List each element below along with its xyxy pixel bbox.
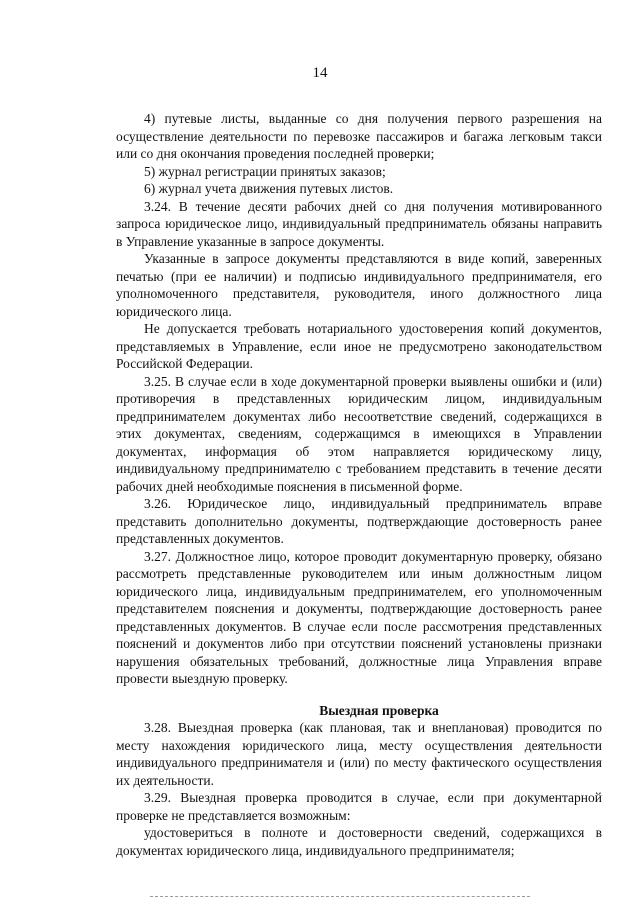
paragraph-3-25: 3.25. В случае если в ходе документарной проверки выявлены ошибки и (или) противоречия в представленных юридическим лицом, индивидуальным предпринимателем документах либо несоответствие сведений, содержащихся в этих документах, сведениям, содержащимся в имеющихся в Управлении документах, информация об этом направляется юридическому лицу, индивидуальному предпринимателю с требованием представить в течение десяти рабочих дней необходимые пояснения в письменной форме. bbox=[116, 373, 602, 494]
page-number: 14 bbox=[312, 65, 328, 81]
paragraph-3-27: 3.27. Должностное лицо, которое проводит документарную проверку, обязано рассмотреть представленные руководителем или иным должностным лицом юридического лица, индивидуальным предпринимателем, его уполномоченным представителем пояснения и документы, подтверждающие достоверность ранее представленных документов. В случае если после рассмотрения представленных пояснений и документов либо при отсутствии пояснений установлены признаки нарушения обязательных требований, должностные лица Управления вправе провести выездную проверку. bbox=[116, 548, 602, 686]
paragraph-orders-journal: 5) журнал регистрации принятых заказов; bbox=[144, 163, 386, 179]
section-spacer bbox=[116, 688, 602, 702]
footer-rule bbox=[150, 896, 530, 898]
paragraph-waybills-journal: 6) журнал учета движения путевых листов. bbox=[144, 181, 394, 196]
paragraph-notary: Не допускается требовать нотариального удостоверения копий документов, представляемых в Управление, если иное не предусмотрено законодательством Российской Федерации. bbox=[116, 321, 602, 371]
paragraph-3-28: 3.28. Выездная проверка (как плановая, так и внеплановая) проводится по месту нахождения юридического лица, месту осуществления деятельности индивидуального предпринимателя и (или) по месту фактического осуществления их деятельности. bbox=[116, 720, 602, 788]
paragraph-copies: Указанные в запросе документы представляются в виде копий, заверенных печатью (при ее наличии) и подписью индивидуального предпринимателя, его уполномоченного представителя, руководителя, иного должностного лица юридического лица. bbox=[116, 251, 602, 319]
paragraph-waybills: 4) путевые листы, выданные со дня получения первого разрешения на осуществление деятельности по перевозке пассажиров и багажа легковым такси или со дня окончания проведения последней проверки; bbox=[116, 111, 602, 161]
paragraph-3-26: 3.26. Юридическое лицо, индивидуальный предприниматель вправе представить дополнительно документы, подтверждающие достоверность ранее представленных документов. bbox=[116, 496, 602, 546]
paragraph-verify: удостовериться в полноте и достоверности сведений, содержащихся в документах юридического лица, индивидуального предпринимателя; bbox=[116, 825, 602, 858]
document-body bbox=[116, 110, 602, 859]
paragraph-3-24: 3.24. В течение десяти рабочих дней со дня получения мотивированного запроса юридическое лицо, индивидуальный предприниматель обязаны направить в Управление указанные в запросе документы. bbox=[116, 198, 602, 249]
section-heading: Выездная проверка bbox=[319, 702, 439, 718]
paragraph-3-29: 3.29. Выездная проверка проводится в случае, если при документарной проверке не представляется возможным: bbox=[116, 790, 602, 823]
